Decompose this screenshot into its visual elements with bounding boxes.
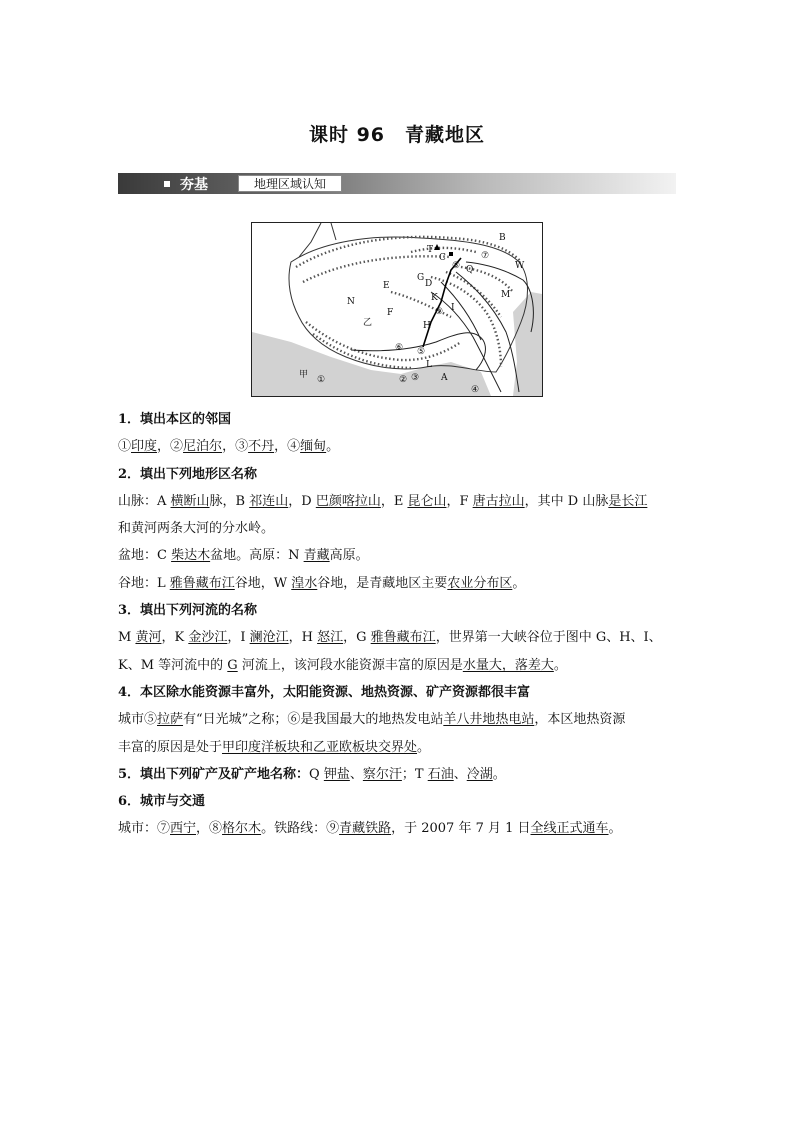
banner-tag: 地理区域认知 bbox=[238, 175, 342, 192]
s4-line-2: 丰富的原因是处于甲印度洋板块和乙亚欧板块交界处。 bbox=[118, 739, 431, 755]
map-label-c1: ① bbox=[317, 375, 326, 385]
answer: 钾盐 bbox=[323, 766, 350, 782]
answer: 怒江 bbox=[317, 630, 344, 646]
map-label-c4: ④ bbox=[471, 385, 480, 395]
answer: 羊八井地热电站 bbox=[443, 712, 535, 728]
answer: 格尔木 bbox=[222, 821, 262, 837]
answer: 全线正式通车 bbox=[530, 821, 609, 837]
document-body bbox=[118, 406, 678, 843]
s3-heading: 3．填出下列河流的名称 bbox=[118, 603, 258, 619]
s2-line-2: 和黄河两条大河的分水岭。 bbox=[118, 521, 275, 537]
answer: 石油 bbox=[427, 766, 454, 782]
map-label-jia: 甲 bbox=[299, 370, 309, 380]
answer: 尼泊尔 bbox=[183, 439, 223, 455]
answer: 不丹 bbox=[248, 439, 275, 455]
s4-heading: 4．本区除水能资源丰富外，太阳能资源、地热资源、矿产资源都很丰富 bbox=[118, 684, 531, 700]
answer: 西宁 bbox=[170, 821, 197, 837]
answer: 青藏铁路 bbox=[339, 821, 392, 837]
map-label-l: L bbox=[426, 360, 432, 370]
s2-line-3: 盆地：C 柴达木盆地。高原：N 青藏高原。 bbox=[118, 548, 369, 564]
page-title: 课时 96 青藏地区 bbox=[308, 124, 486, 146]
map-label-c5: ⑤ bbox=[417, 347, 426, 357]
answer: 雅鲁藏布江 bbox=[370, 630, 436, 646]
banner-left bbox=[118, 173, 236, 194]
answer: 澜沧江 bbox=[249, 630, 289, 646]
map-label-c6: ⑥ bbox=[395, 343, 404, 353]
map-label-q: Q bbox=[466, 265, 474, 275]
map-label-c: C bbox=[439, 253, 446, 263]
map-label-b: B bbox=[499, 233, 506, 243]
answer: 黄河 bbox=[135, 630, 162, 646]
answer: 水量大，落差大 bbox=[462, 657, 554, 673]
answer: 巴颜喀拉山 bbox=[315, 493, 381, 509]
s2-line-1: 山脉：A 横断山脉，B 祁连山，D 巴颜喀拉山，E 昆仑山，F 唐古拉山，其中 D 山脉是长江 bbox=[118, 493, 648, 509]
answer: 农业分布区 bbox=[447, 575, 513, 591]
s1-line: ①印度，②尼泊尔，③不丹，④缅甸。 bbox=[118, 439, 340, 455]
s5-heading: 5．填出下列矿产及矿产地名称： bbox=[118, 766, 310, 782]
map-label-d: D bbox=[425, 279, 433, 289]
s2-line-4: 谷地：L 雅鲁藏布江谷地，W 湟水谷地，是青藏地区主要农业分布区。 bbox=[118, 575, 526, 591]
answer: 缅甸 bbox=[300, 439, 327, 455]
banner-label: 夯基 bbox=[180, 176, 208, 193]
answer: 拉萨 bbox=[157, 712, 184, 728]
city-marker bbox=[449, 252, 453, 256]
answer: 柴达木 bbox=[171, 548, 211, 564]
s4-line-1: 城市⑤拉萨有“日光城”之称；⑥是我国最大的地热发电站羊八井地热电站，本区地热资源 bbox=[118, 712, 626, 728]
answer: 甲印度洋板块和乙亚欧板块交界处 bbox=[222, 739, 418, 755]
section-banner bbox=[118, 173, 676, 194]
s3-line-1: M 黄河，K 金沙江，I 澜沧江，H 怒江，G 雅鲁藏布江，世界第一大峡谷位于图中 G、H、I、 bbox=[118, 630, 662, 646]
map-label-k: K bbox=[431, 293, 438, 303]
answer: 湟水 bbox=[291, 575, 318, 591]
s3-line-2: K、M 等河流中的 G 河流上，该河段水能资源丰富的原因是水量大，落差大。 bbox=[118, 657, 567, 673]
map-label-c3: ③ bbox=[411, 373, 420, 383]
s2-heading: 2．填出下列地形区名称 bbox=[118, 466, 258, 482]
answer: 唐古拉山 bbox=[472, 493, 525, 509]
answer: 冷湖 bbox=[466, 766, 493, 782]
map-label-n: N bbox=[347, 297, 355, 307]
map-label-e: E bbox=[383, 281, 390, 291]
s1-heading: 1．填出本区的邻国 bbox=[118, 412, 232, 427]
map-label-g: G bbox=[417, 273, 425, 283]
answer: 是长江 bbox=[608, 493, 648, 509]
answer: 察尔汗 bbox=[362, 766, 402, 782]
map-label-w: W bbox=[515, 261, 525, 271]
s6-line: 城市：⑦西宁，⑧格尔木。铁路线：⑨青藏铁路，于 2007 年 7 月 1 日全线正式通车。 bbox=[118, 821, 622, 837]
s5-line: 5．填出下列矿产及矿产地名称：Q 钾盐、察尔汗；T 石油、冷湖。 bbox=[118, 766, 506, 782]
answer: 金沙江 bbox=[188, 630, 228, 646]
answer: 雅鲁藏布江 bbox=[169, 575, 235, 591]
answer: 印度 bbox=[131, 439, 158, 455]
s6-heading: 6．城市与交通 bbox=[118, 794, 206, 810]
answer: G bbox=[227, 657, 238, 673]
map-label-a: A bbox=[441, 373, 448, 383]
map-label-yi: 乙 bbox=[363, 318, 373, 328]
map-label-i: I bbox=[451, 303, 455, 313]
map-label-m: M bbox=[501, 290, 511, 300]
qinghai-tibet-map bbox=[251, 222, 543, 397]
map-label-f: F bbox=[387, 308, 394, 318]
answer: 祁连山 bbox=[249, 493, 289, 509]
answer: 横断山 bbox=[170, 493, 210, 509]
map-label-h: H bbox=[423, 321, 431, 331]
map-label-c8: ⑧ bbox=[452, 261, 461, 271]
square-bullet-icon bbox=[164, 181, 170, 187]
map-label-c9: ⑨ bbox=[435, 307, 444, 317]
map-label-c7: ⑦ bbox=[481, 251, 490, 261]
answer: 昆仑山 bbox=[407, 493, 447, 509]
map-label-t: T bbox=[427, 245, 434, 255]
map-label-c2: ② bbox=[399, 375, 408, 385]
answer: 青藏 bbox=[303, 548, 330, 564]
